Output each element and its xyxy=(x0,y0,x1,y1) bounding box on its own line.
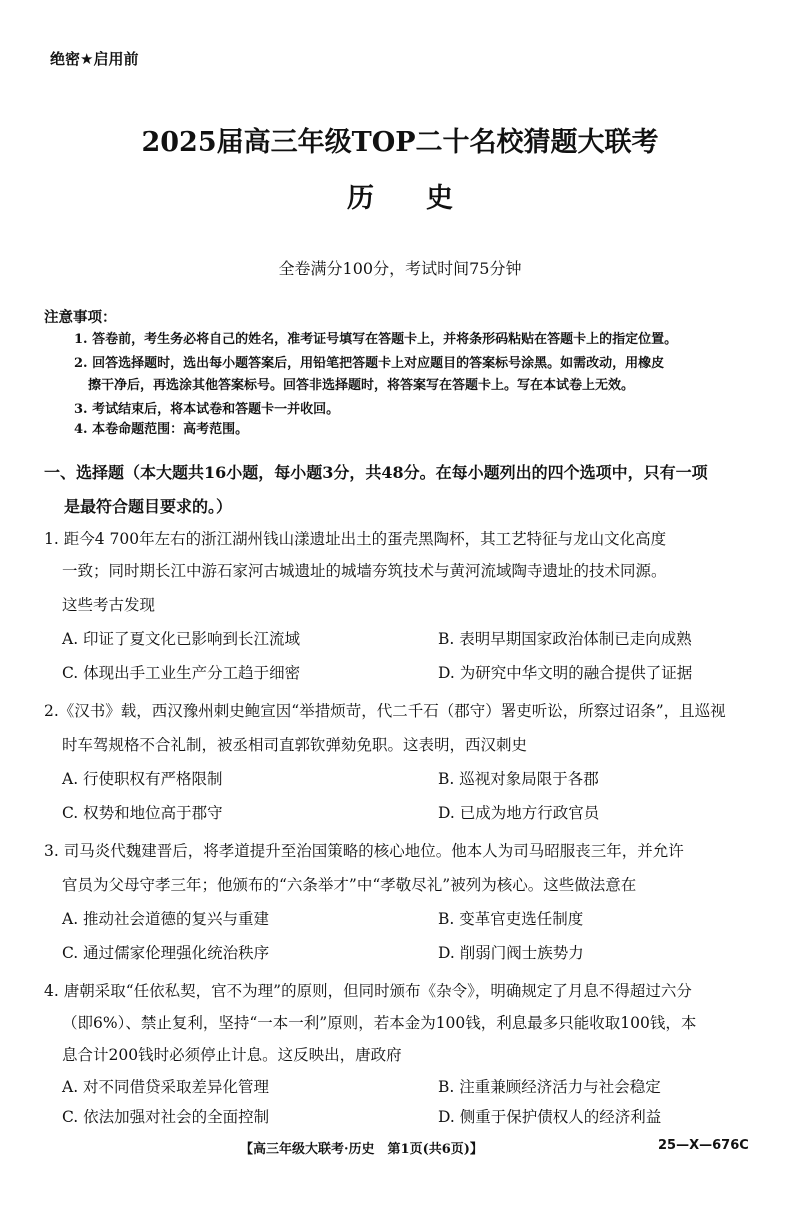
subject-title: 历史 xyxy=(347,183,505,214)
question-4-stem-line: （即6%）、禁止复利，坚持“一本一利”原则，若本金为100钱，利息最多只能收取100钱，本 xyxy=(62,1014,697,1032)
question-1-stem-line: 一致；同时期长江中游石家河古城遗址的城墙夯筑技术与黄河流域陶寺遗址的技术同源。 xyxy=(62,562,667,580)
notice-item-continued: 擦干净后，再选涂其他答案标号。回答非选择题时，将答案写在答题卡上。写在本试卷上无效。 xyxy=(88,378,635,393)
notice-item: 4. 本卷命题范围：高考范围。 xyxy=(74,422,249,437)
question-1-stem-line: 1. 距今4 700年左右的浙江湖州钱山漾遗址出土的蛋壳黑陶杯，其工艺特征与龙山文化高度 xyxy=(44,530,667,548)
question-4-stem-line: 4. 唐朝采取“任依私契，官不为理”的原则，但同时颁布《杂令》，明确规定了月息不得超过六分 xyxy=(44,982,692,1000)
question-1-option-b: B. 表明早期国家政治体制已走向成熟 xyxy=(438,630,692,648)
notice-heading: 注意事项： xyxy=(44,310,117,326)
question-2-stem-line: 2.《汉书》载，西汉豫州刺史鲍宣因“举措烦苛，代二千石（郡守）署吏听讼，所察过诏条”，且巡视 xyxy=(44,702,726,720)
question-3-stem-line: 官员为父母守孝三年；他颁布的“六条举才”中“孝敬尽礼”被列为核心。这些做法意在 xyxy=(62,876,637,894)
section-heading xyxy=(44,456,774,524)
section-heading-line1: 一、选择题（本大题共16小题，每小题3分，共48分。在每小题列出的四个选项中，只有一项 xyxy=(44,463,708,482)
question-4-option-b: B. 注重兼顾经济活力与社会稳定 xyxy=(438,1078,661,1096)
question-3-option-c: C. 通过儒家伦理强化统治秩序 xyxy=(62,944,270,962)
question-2-option-d: D. 已成为地方行政官员 xyxy=(438,804,600,822)
question-4-option-a: A. 对不同借贷采取差异化管理 xyxy=(62,1078,270,1096)
page-footer: 【高三年级大联考·历史 第1页(共6页)】 xyxy=(240,1142,483,1157)
question-2-stem-line: 时车驾规格不合礼制，被丞相司直郭钦弹劾免职。这表明，西汉刺史 xyxy=(62,736,528,754)
notice-item: 3. 考试结束后，将本试卷和答题卡一并收回。 xyxy=(74,402,340,417)
question-1-option-c: C. 体现出手工业生产分工趋于细密 xyxy=(62,664,301,682)
question-3-option-a: A. 推动社会道德的复兴与重建 xyxy=(62,910,270,928)
question-2-option-c: C. 权势和地位高于郡守 xyxy=(62,804,223,822)
question-4-stem-line: 息合计200钱时必须停止计息。这反映出，唐政府 xyxy=(62,1046,402,1064)
question-3-option-d: D. 削弱门阀士族势力 xyxy=(438,944,584,962)
question-2-option-b: B. 巡视对象局限于各郡 xyxy=(438,770,599,788)
exam-title: 2025届高三年级TOP二十名校猜题大联考 xyxy=(141,127,659,158)
question-3-option-b: B. 变革官吏选任制度 xyxy=(438,910,584,928)
question-1-option-d: D. 为研究中华文明的融合提供了证据 xyxy=(438,664,693,682)
notice-item: 1. 答卷前，考生务必将自己的姓名，准考证号填写在答题卡上，并将条形码粘贴在答题卡上的指定位置。 xyxy=(74,332,678,347)
question-4-option-c: C. 依法加强对社会的全面控制 xyxy=(62,1108,270,1126)
confidential-label: 绝密★启用前 xyxy=(50,50,139,68)
question-3-stem-line: 3. 司马炎代魏建晋后，将孝道提升至治国策略的核心地位。他本人为司马昭服丧三年，并允许 xyxy=(44,842,684,860)
question-4-option-d: D. 侧重于保护债权人的经济利益 xyxy=(438,1108,662,1126)
question-1-option-a: A. 印证了夏文化已影响到长江流域 xyxy=(62,630,301,648)
paper-code: 25—X—676C xyxy=(658,1138,749,1153)
section-heading-line2: 是最符合题目要求的。） xyxy=(64,497,233,516)
notice-item: 2. 回答选择题时，选出每小题答案后，用铅笔把答题卡上对应题目的答案标号涂黑。如需改动，用橡皮 xyxy=(74,356,665,371)
question-2-option-a: A. 行使职权有严格限制 xyxy=(62,770,223,788)
score-time-line: 全卷满分100分，考试时间75分钟 xyxy=(278,259,522,278)
question-1-stem-line: 这些考古发现 xyxy=(62,596,156,614)
